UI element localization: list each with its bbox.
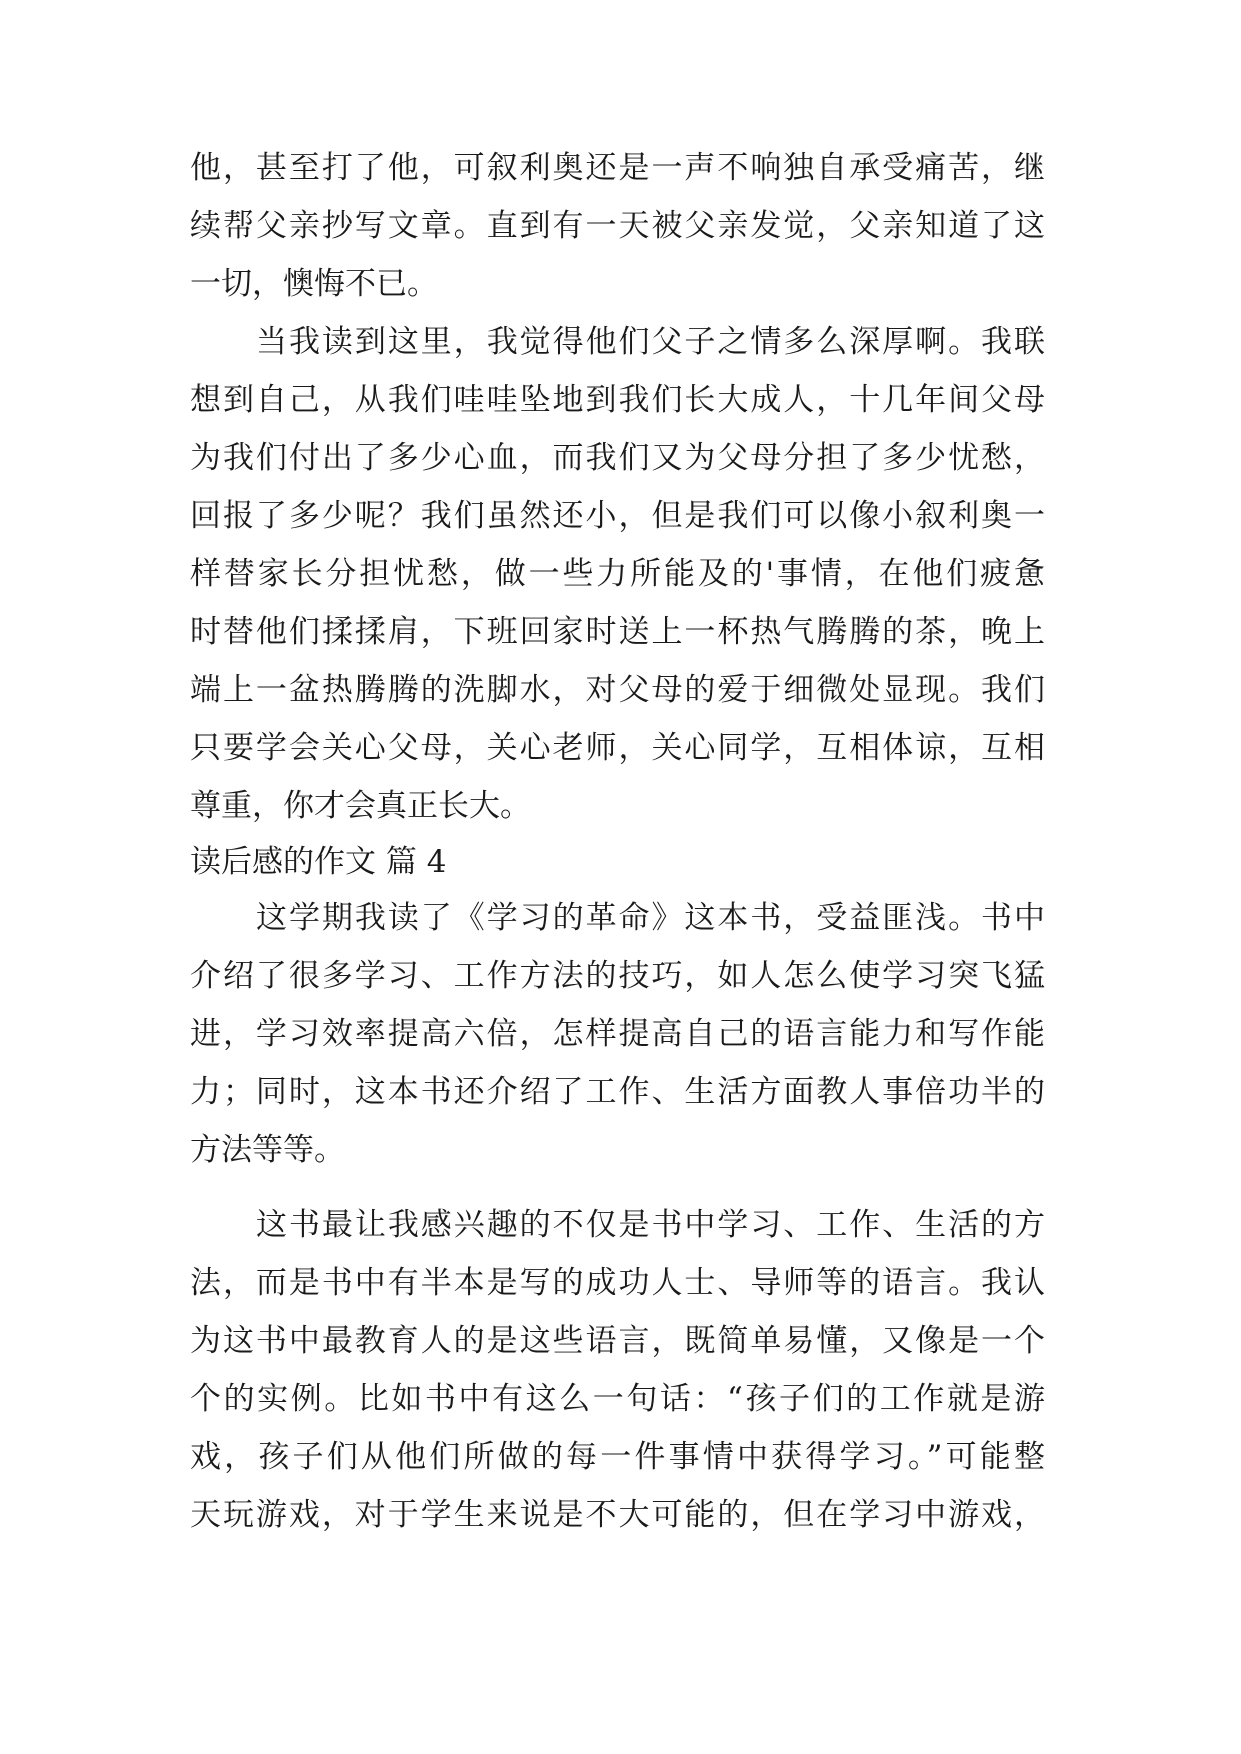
text-line — [0, 264, 1241, 304]
line-text: 天玩游戏，对于学生来说是不大可能的，但在学习中游戏， — [190, 1497, 1045, 1533]
line-text: 他，甚至打了他，可叙利奥还是一声不响独自承受痛苦，继 — [190, 150, 1045, 186]
text-line — [0, 786, 1241, 826]
text-line — [0, 1321, 1241, 1361]
line-text: 介绍了很多学习、工作方法的技巧，如人怎么使学习突飞猛 — [190, 958, 1045, 994]
text-line — [0, 1495, 1241, 1535]
text-line — [0, 496, 1241, 536]
line-text: 为这书中最教育人的是这些语言，既简单易懂，又像是一个 — [190, 1323, 1045, 1359]
line-text: 一切，懊悔不已。 — [190, 266, 438, 302]
text-line — [0, 612, 1241, 652]
line-text: 法，而是书中有半本是写的成功人士、导师等的语言。我认 — [190, 1265, 1045, 1301]
text-line — [0, 438, 1241, 478]
line-text: 个的实例。比如书中有这么一句话：“孩子们的工作就是游 — [190, 1381, 1045, 1417]
text-line — [0, 206, 1241, 246]
text-line — [0, 554, 1241, 594]
text-line — [0, 1014, 1241, 1054]
line-text: 续帮父亲抄写文章。直到有一天被父亲发觉，父亲知道了这 — [190, 208, 1045, 244]
text-line — [0, 1205, 1241, 1245]
text-line — [0, 322, 1241, 362]
line-text: 戏，孩子们从他们所做的每一件事情中获得学习。”可能整 — [190, 1439, 1045, 1475]
text-line — [0, 956, 1241, 996]
line-text: 回报了多少呢？我们虽然还小，但是我们可以像小叙利奥一 — [190, 498, 1045, 534]
line-text: 为我们付出了多少心血，而我们又为父母分担了多少忧愁， — [190, 440, 1045, 476]
heading-text: 读后感的作文 篇 4 — [190, 844, 447, 880]
text-line — [0, 898, 1241, 938]
line-text: 想到自己，从我们哇哇坠地到我们长大成人，十几年间父母 — [190, 382, 1045, 418]
text-line — [0, 148, 1241, 188]
line-text: 这学期我读了《学习的革命》这本书，受益匪浅。书中 — [256, 900, 1045, 936]
line-text: 力；同时，这本书还介绍了工作、生活方面教人事倍功半的 — [190, 1074, 1045, 1110]
text-line — [0, 1263, 1241, 1303]
line-text: 时替他们揉揉肩，下班回家时送上一杯热气腾腾的茶，晚上 — [190, 614, 1045, 650]
line-text: 当我读到这里，我觉得他们父子之情多么深厚啊。我联 — [256, 324, 1045, 360]
line-text: 只要学会关心父母，关心老师，关心同学，互相体谅，互相 — [190, 730, 1045, 766]
line-text: 尊重，你才会真正长大。 — [190, 788, 531, 824]
text-line — [0, 380, 1241, 420]
text-line — [0, 1437, 1241, 1477]
text-line — [0, 1379, 1241, 1419]
line-text: 这书最让我感兴趣的不仅是书中学习、工作、生活的方 — [256, 1207, 1045, 1243]
line-text: 方法等等。 — [190, 1132, 345, 1168]
line-text: 样替家长分担忧愁，做一些力所能及的'事情，在他们疲惫 — [190, 556, 1045, 592]
text-line — [0, 728, 1241, 768]
text-line — [0, 1072, 1241, 1112]
text-line — [0, 1130, 1241, 1170]
line-text: 进，学习效率提高六倍，怎样提高自己的语言能力和写作能 — [190, 1016, 1045, 1052]
section-heading — [0, 842, 1241, 882]
text-line — [0, 670, 1241, 710]
line-text: 端上一盆热腾腾的洗脚水，对父母的爱于细微处显现。我们 — [190, 672, 1045, 708]
